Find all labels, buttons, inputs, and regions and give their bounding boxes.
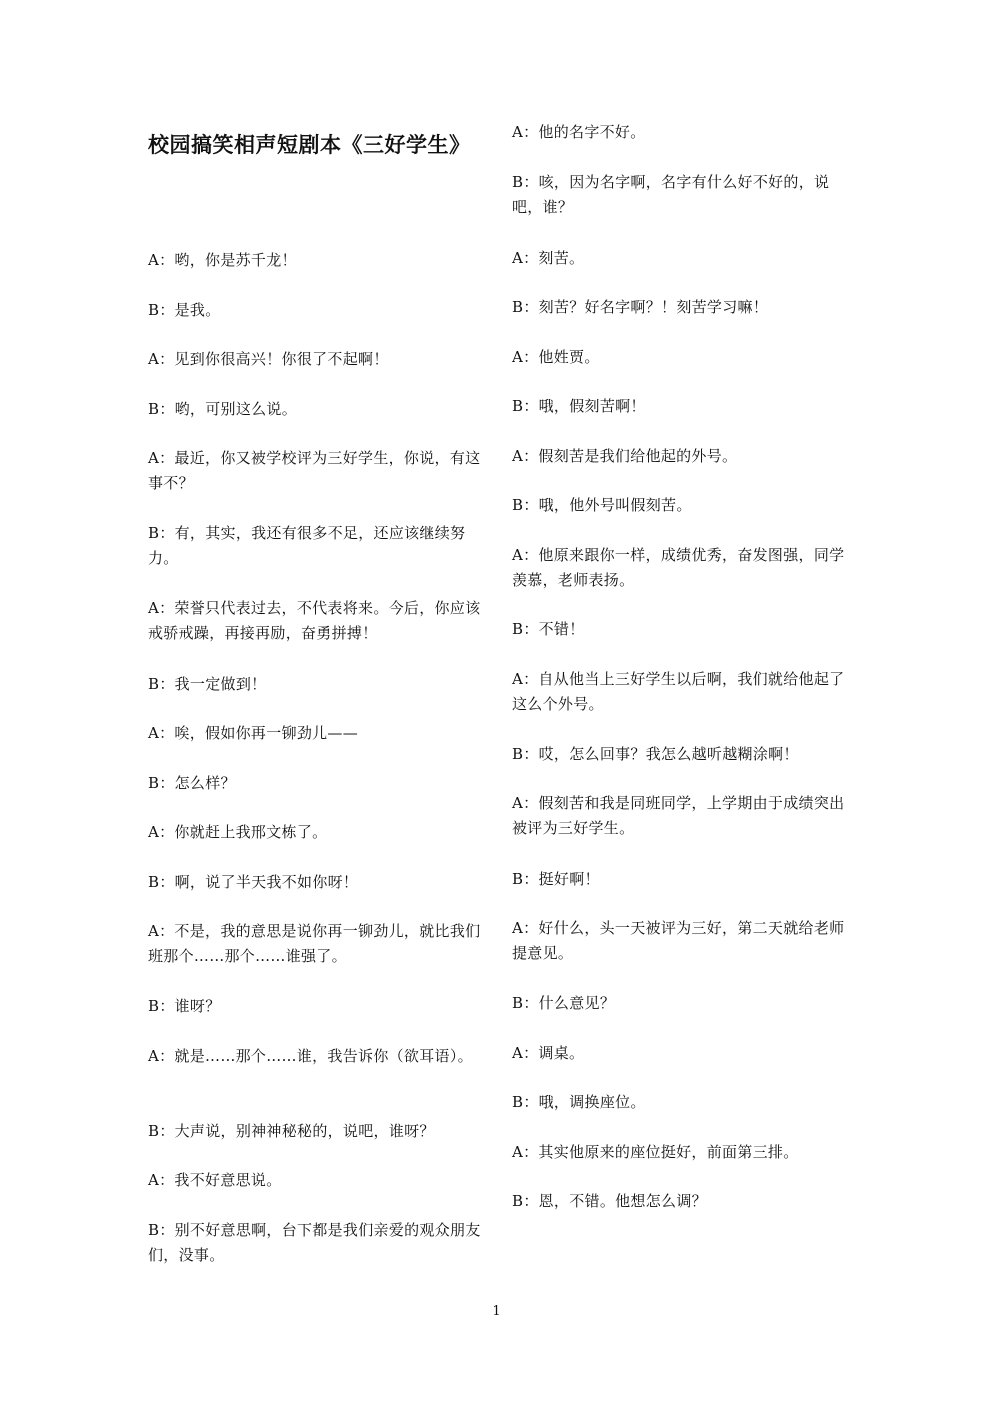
page-number: 1 bbox=[492, 1304, 501, 1319]
dialogue-line: B：别不好意思啊，台下都是我们亲爱的观众朋友们，没事。 bbox=[148, 1221, 481, 1264]
dialogue-line: B：刻苦？好名字啊？！刻苦学习嘛！ bbox=[512, 298, 769, 316]
dialogue-line: A：他姓贾。 bbox=[512, 348, 600, 366]
dialogue-line: A：见到你很高兴！你很了不起啊！ bbox=[148, 350, 389, 368]
dialogue-line: B：哟，可别这么说。 bbox=[148, 400, 298, 418]
dialogue-line: B：恩，不错。他想怎么调？ bbox=[512, 1192, 707, 1210]
dialogue-line: A：好什么，头一天被评为三好，第二天就给老师提意见。 bbox=[512, 919, 845, 962]
dialogue-line: A：他原来跟你一样，成绩优秀，奋发图强，同学羡慕，老师表扬。 bbox=[512, 546, 845, 589]
dialogue-line: B：哦，他外号叫假刻苦。 bbox=[512, 496, 692, 514]
dialogue-line: B：大声说，别神神秘秘的，说吧，谁呀？ bbox=[148, 1122, 435, 1140]
dialogue-line: A：荣誉只代表过去，不代表将来。今后，你应该戒骄戒躁，再接再励，奋勇拼搏！ bbox=[148, 599, 481, 642]
dialogue-line: A：不是，我的意思是说你再一铆劲儿，就比我们班那个……那个……谁强了。 bbox=[148, 922, 481, 965]
dialogue-line: A：唉，假如你再一铆劲儿—— bbox=[148, 724, 359, 742]
dialogue-line: A：调桌。 bbox=[512, 1044, 585, 1062]
dialogue-line: B：我一定做到！ bbox=[148, 675, 267, 693]
dialogue-line: A：你就赶上我邢文栋了。 bbox=[148, 823, 328, 841]
dialogue-line: A：就是……那个……谁，我告诉你（欲耳语）。 bbox=[148, 1047, 473, 1065]
dialogue-line: B：哎，怎么回事？我怎么越听越糊涂啊！ bbox=[512, 745, 799, 763]
dialogue-line: A：刻苦。 bbox=[512, 249, 585, 267]
dialogue-line: A：最近，你又被学校评为三好学生，你说，有这事不？ bbox=[148, 449, 481, 492]
dialogue-line: B：有，其实，我还有很多不足，还应该继续努力。 bbox=[148, 524, 466, 567]
dialogue-line: B：谁呀？ bbox=[148, 997, 221, 1015]
dialogue-line: B：什么意见？ bbox=[512, 994, 616, 1012]
document-title: 校园搞笑相声短剧本《三好学生》 bbox=[148, 132, 471, 157]
dialogue-line: A：他的名字不好。 bbox=[512, 123, 646, 141]
dialogue-line: B：怎么样？ bbox=[148, 774, 236, 792]
dialogue-line: B：啊，说了半天我不如你呀！ bbox=[148, 873, 359, 891]
dialogue-line: A：自从他当上三好学生以后啊，我们就给他起了这么个外号。 bbox=[512, 670, 845, 713]
dialogue-line: B：不错！ bbox=[512, 620, 585, 638]
dialogue-line: A：其实他原来的座位挺好，前面第三排。 bbox=[512, 1143, 799, 1161]
dialogue-line: B：挺好啊！ bbox=[512, 870, 600, 888]
dialogue-line: A：我不好意思说。 bbox=[148, 1171, 282, 1189]
dialogue-line: B：哦，假刻苦啊！ bbox=[512, 397, 646, 415]
dialogue-line: A：假刻苦是我们给他起的外号。 bbox=[512, 447, 738, 465]
dialogue-line: A：假刻苦和我是同班同学，上学期由于成绩突出被评为三好学生。 bbox=[512, 794, 845, 837]
dialogue-line: A：哟，你是苏千龙！ bbox=[148, 251, 297, 269]
dialogue-line: B：是我。 bbox=[148, 301, 221, 319]
dialogue-line: B：咳，因为名字啊，名字有什么好不好的，说吧，谁？ bbox=[512, 173, 830, 216]
dialogue-line: B：哦，调换座位。 bbox=[512, 1093, 646, 1111]
